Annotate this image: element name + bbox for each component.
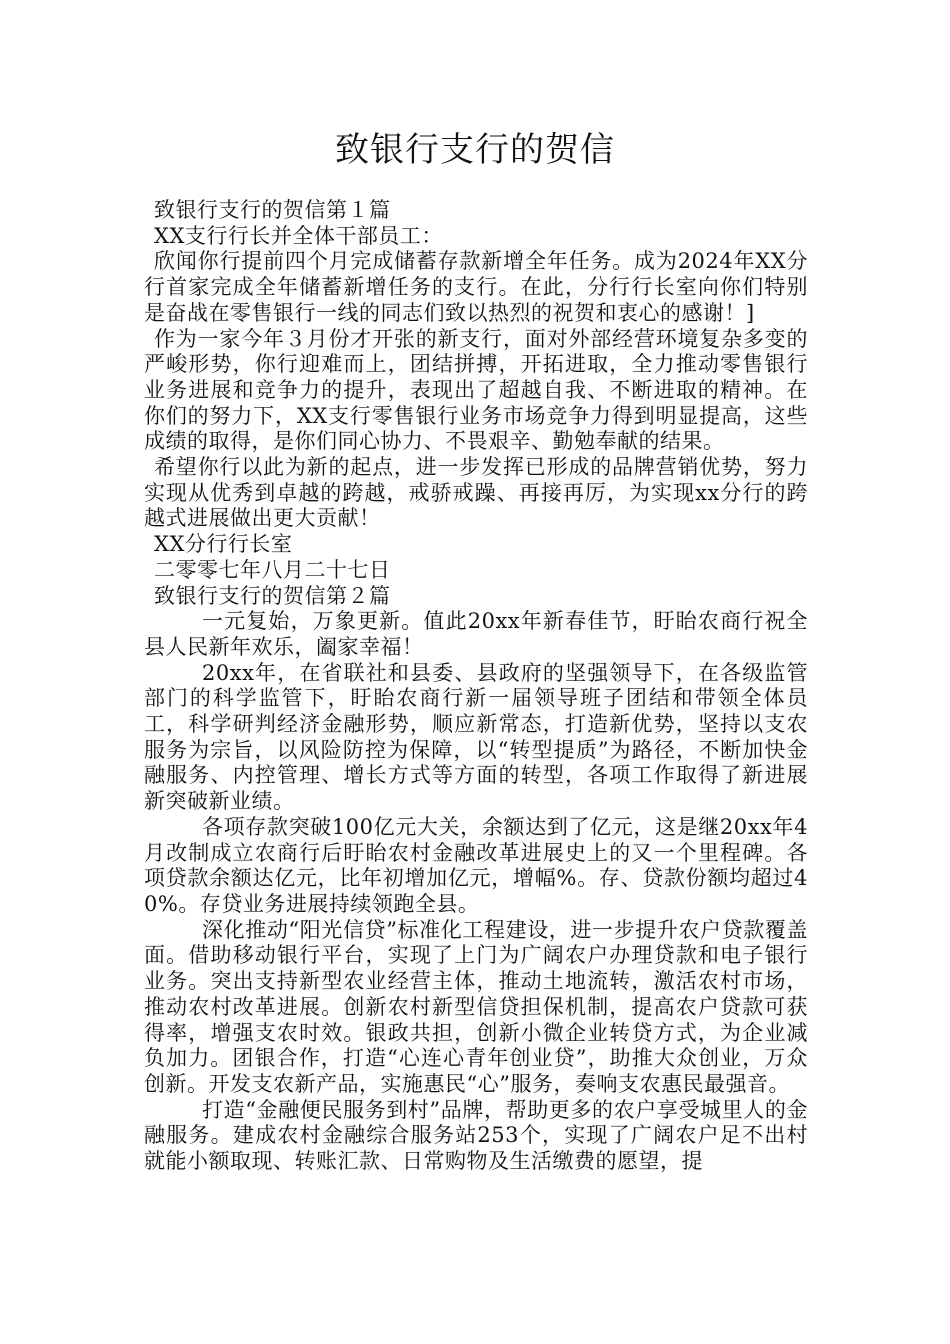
paragraph: 致银行支行的贺信第１篇	[154, 198, 391, 222]
paragraph: 一元复始，万象更新。值此20xx年新春佳节，盱眙农商行祝全县人民新年欢乐，阖家幸福！	[144, 609, 808, 659]
paragraph: XX分行行长室	[154, 532, 293, 557]
paragraph: 欣闻你行提前四个月完成储蓄存款新增全年任务。成为2024年XX分行首家完成全年储蓄新增任务的支行。在此，分行行长室向你们特别是奋战在零售银行一线的同志们致以热烈的祝贺和衷心的感谢！]	[144, 249, 808, 325]
paragraph: 20xx年，在省联社和县委、县政府的坚强领导下，在各级监管部门的科学监管下，盱眙农商行新一届领导班子团结和带领全体员工，科学研判经济金融形势，顺应新常态，打造新优势，坚持以支农服务为宗旨，以风险防控为保障，以“转型提质”为路径，不断加快金融服务、内控管理、增长方式等方面的转型，各项工作取得了新进展新突破新业绩。	[144, 660, 808, 814]
paragraph: 作为一家今年３月份才开张的新支行，面对外部经营环境复杂多变的严峻形势，你行迎难而上，团结拼搏，开拓进取，全力推动零售银行业务进展和竞争力的提升，表现出了超越自我、不断进取的精神。在你们的努力下，XX支行零售银行业务市场竞争力得到明显提高，这些成绩的取得，是你们同心协力、不畏艰辛、勤勉奉献的结果。	[144, 326, 808, 454]
paragraph: 深化推动“阳光信贷”标准化工程建设，进一步提升农户贷款覆盖面。借助移动银行平台，实现了上门为广阔农户办理贷款和电子银行业务。突出支持新型农业经营主体，推动土地流转，激活农村市场，推动农村改革进展。创新农村新型信贷担保机制，提高农户贷款可获得率，增强支农时效。银政共担，创新小微企业转贷方式，为企业减负加力。团银合作，打造“心连心青年创业贷”，助推大众创业，万众创新。开发支农新产品，实施惠民“心”服务，奏响支农惠民最强音。	[144, 917, 808, 1096]
paragraph: 致银行支行的贺信第２篇	[154, 583, 391, 608]
document-title: 致银行支行的贺信	[335, 130, 615, 170]
paragraph: 打造“金融便民服务到村”品牌，帮助更多的农户享受城里人的金融服务。建成农村金融综合服务站253个，实现了广阔农户足不出村就能小额取现、转账汇款、日常购物及生活缴费的愿望，提	[144, 1097, 808, 1174]
paragraph: XX支行行长并全体干部员工：	[154, 223, 443, 248]
paragraph: 各项存款突破100亿元大关，余额达到了亿元，这是继20xx年4月改制成立农商行后盱眙农村金融改革进展史上的又一个里程碑。各项贷款余额达亿元，比年初增加亿元，增幅%。存、贷款份额均超过40%。存贷业务进展持续领跑全县。	[144, 814, 808, 916]
document-body	[144, 198, 808, 1175]
paragraph: 希望你行以此为新的起点，进一步发挥已形成的品牌营销优势，努力实现从优秀到卓越的跨越，戒骄戒躁、再接再厉，为实现xx分行的跨越式进展做出更大贡献！	[144, 455, 808, 531]
paragraph: 二零零七年八月二十七日	[154, 557, 391, 582]
